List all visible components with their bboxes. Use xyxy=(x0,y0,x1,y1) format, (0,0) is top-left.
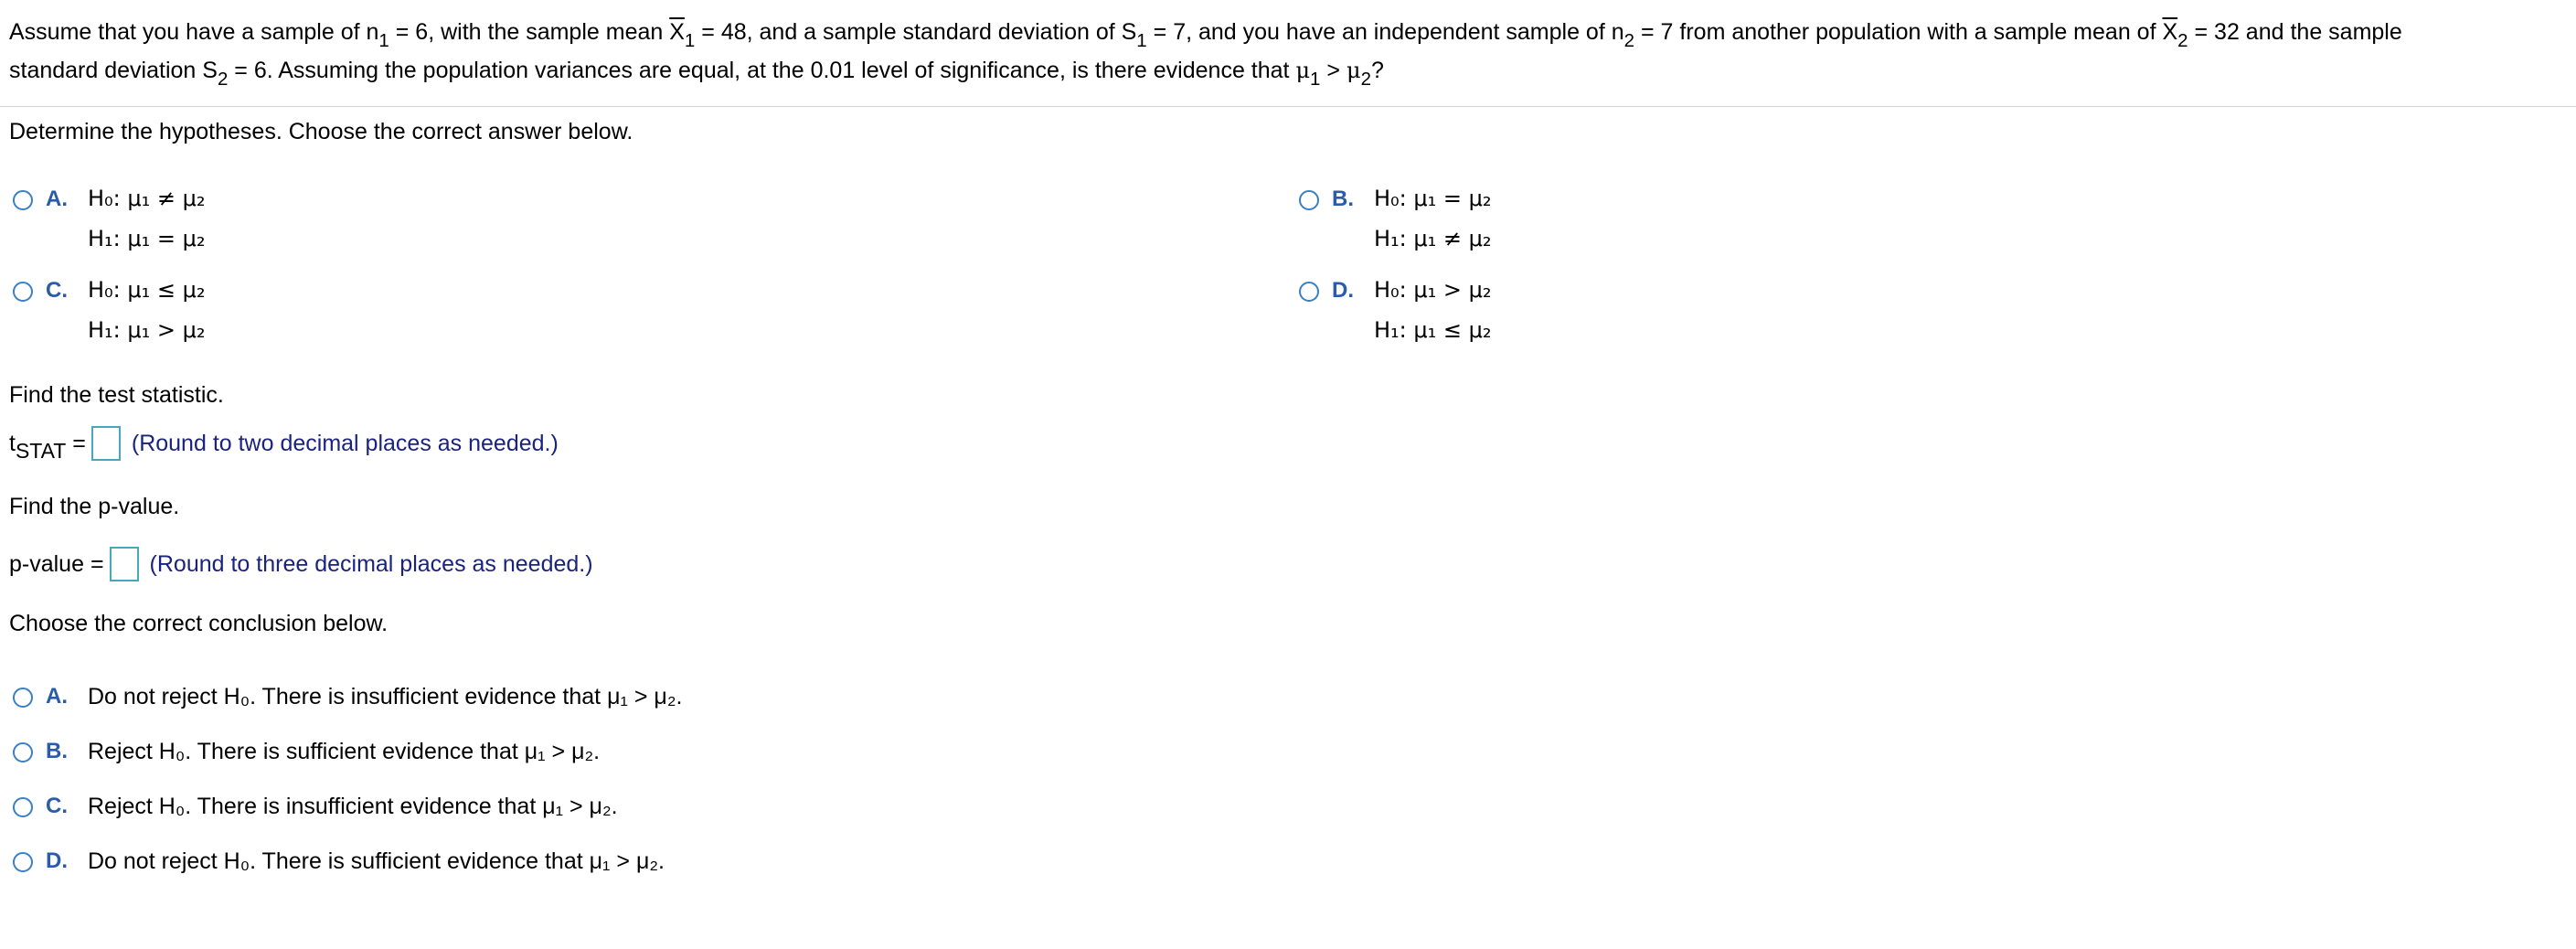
p-value-input[interactable] xyxy=(110,547,139,581)
p-value-label: p-value = xyxy=(9,550,104,577)
alternative-hypothesis: H₁: μ₁ > μ₂ xyxy=(88,317,206,343)
alternative-hypothesis: H₁: μ₁ = μ₂ xyxy=(88,226,206,251)
radio-button[interactable] xyxy=(1299,282,1319,302)
conclusion-option-c[interactable] xyxy=(13,794,618,820)
radio-button[interactable] xyxy=(13,797,33,817)
tstat-rounding-hint: (Round to two decimal places as needed.) xyxy=(131,430,559,456)
hypothesis-option-a[interactable] xyxy=(13,187,206,259)
null-hypothesis: H₀: μ₁ ≤ μ₂ xyxy=(88,277,206,303)
null-hypothesis: H₀: μ₁ = μ₂ xyxy=(1374,186,1492,211)
option-letter: C. xyxy=(46,278,68,303)
radio-button[interactable] xyxy=(13,742,33,762)
alternative-hypothesis: H₁: μ₁ ≠ μ₂ xyxy=(1374,226,1492,251)
tstat-label: tSTAT = xyxy=(9,430,86,463)
p-value-row xyxy=(9,547,593,581)
alternative-hypothesis: H₁: μ₁ ≤ μ₂ xyxy=(1374,317,1492,343)
conclusion-text: Do not reject H₀. There is sufficient evidence that μ₁ > μ₂. xyxy=(88,848,665,874)
null-hypothesis: H₀: μ₁ > μ₂ xyxy=(1374,277,1492,303)
tstat-input[interactable] xyxy=(91,426,121,461)
option-letter: D. xyxy=(1332,278,1354,303)
p-value-prompt: Find the p-value. xyxy=(9,494,180,519)
radio-button[interactable] xyxy=(13,688,33,708)
option-letter: C. xyxy=(46,794,68,818)
question-text: Assume that you have a sample of $n_1 = 6$, with the sample mean $\overline{X}_1 = 48$, and a sample standard deviation of $S_1 = 7$, and you have an independent sample of $n_2 = 7$ from another population with a sample mean of $\overline{X}_2 = 32$ and the sample standard deviation $S_2 = 6$. Assuming the population variances are equal, at the 0.01 level of significance, is there evidence that $\mu_1 > \mu_2$? xyxy=(9,13,2560,90)
question-divider xyxy=(0,106,2576,107)
conclusion-text: Reject H₀. There is insufficient evidence that μ₁ > μ₂. xyxy=(88,794,618,819)
hypothesis-option-d[interactable] xyxy=(1299,278,1492,350)
hypothesis-option-b[interactable] xyxy=(1299,187,1492,259)
test-statistic-prompt: Find the test statistic. xyxy=(9,382,224,408)
radio-button[interactable] xyxy=(13,852,33,872)
hypothesis-option-c[interactable] xyxy=(13,278,206,350)
p-value-rounding-hint: (Round to three decimal places as needed.) xyxy=(149,550,593,577)
radio-button[interactable] xyxy=(1299,190,1319,210)
radio-button[interactable] xyxy=(13,190,33,210)
conclusion-option-d[interactable] xyxy=(13,848,665,875)
radio-button[interactable] xyxy=(13,282,33,302)
option-letter: A. xyxy=(46,684,68,709)
test-statistic-row xyxy=(9,426,559,461)
sample-mean-symbol: $\overline{X}$ xyxy=(2162,19,2178,45)
conclusion-option-a[interactable] xyxy=(13,684,682,710)
option-letter: B. xyxy=(46,739,68,763)
conclusion-text: Reject H₀. There is sufficient evidence that μ₁ > μ₂. xyxy=(88,739,601,764)
sample-mean-symbol: $\overline{X}$ xyxy=(669,19,685,45)
conclusion-option-b[interactable] xyxy=(13,739,600,765)
option-letter: D. xyxy=(46,848,68,873)
conclusion-text: Do not reject H₀. There is insufficient evidence that μ₁ > μ₂. xyxy=(88,684,683,709)
option-letter: A. xyxy=(46,187,68,211)
null-hypothesis: H₀: μ₁ ≠ μ₂ xyxy=(88,186,206,211)
conclusion-prompt: Choose the correct conclusion below. xyxy=(9,611,389,636)
option-letter: B. xyxy=(1332,187,1354,211)
hypotheses-prompt: Determine the hypotheses. Choose the correct answer below. xyxy=(9,119,633,144)
